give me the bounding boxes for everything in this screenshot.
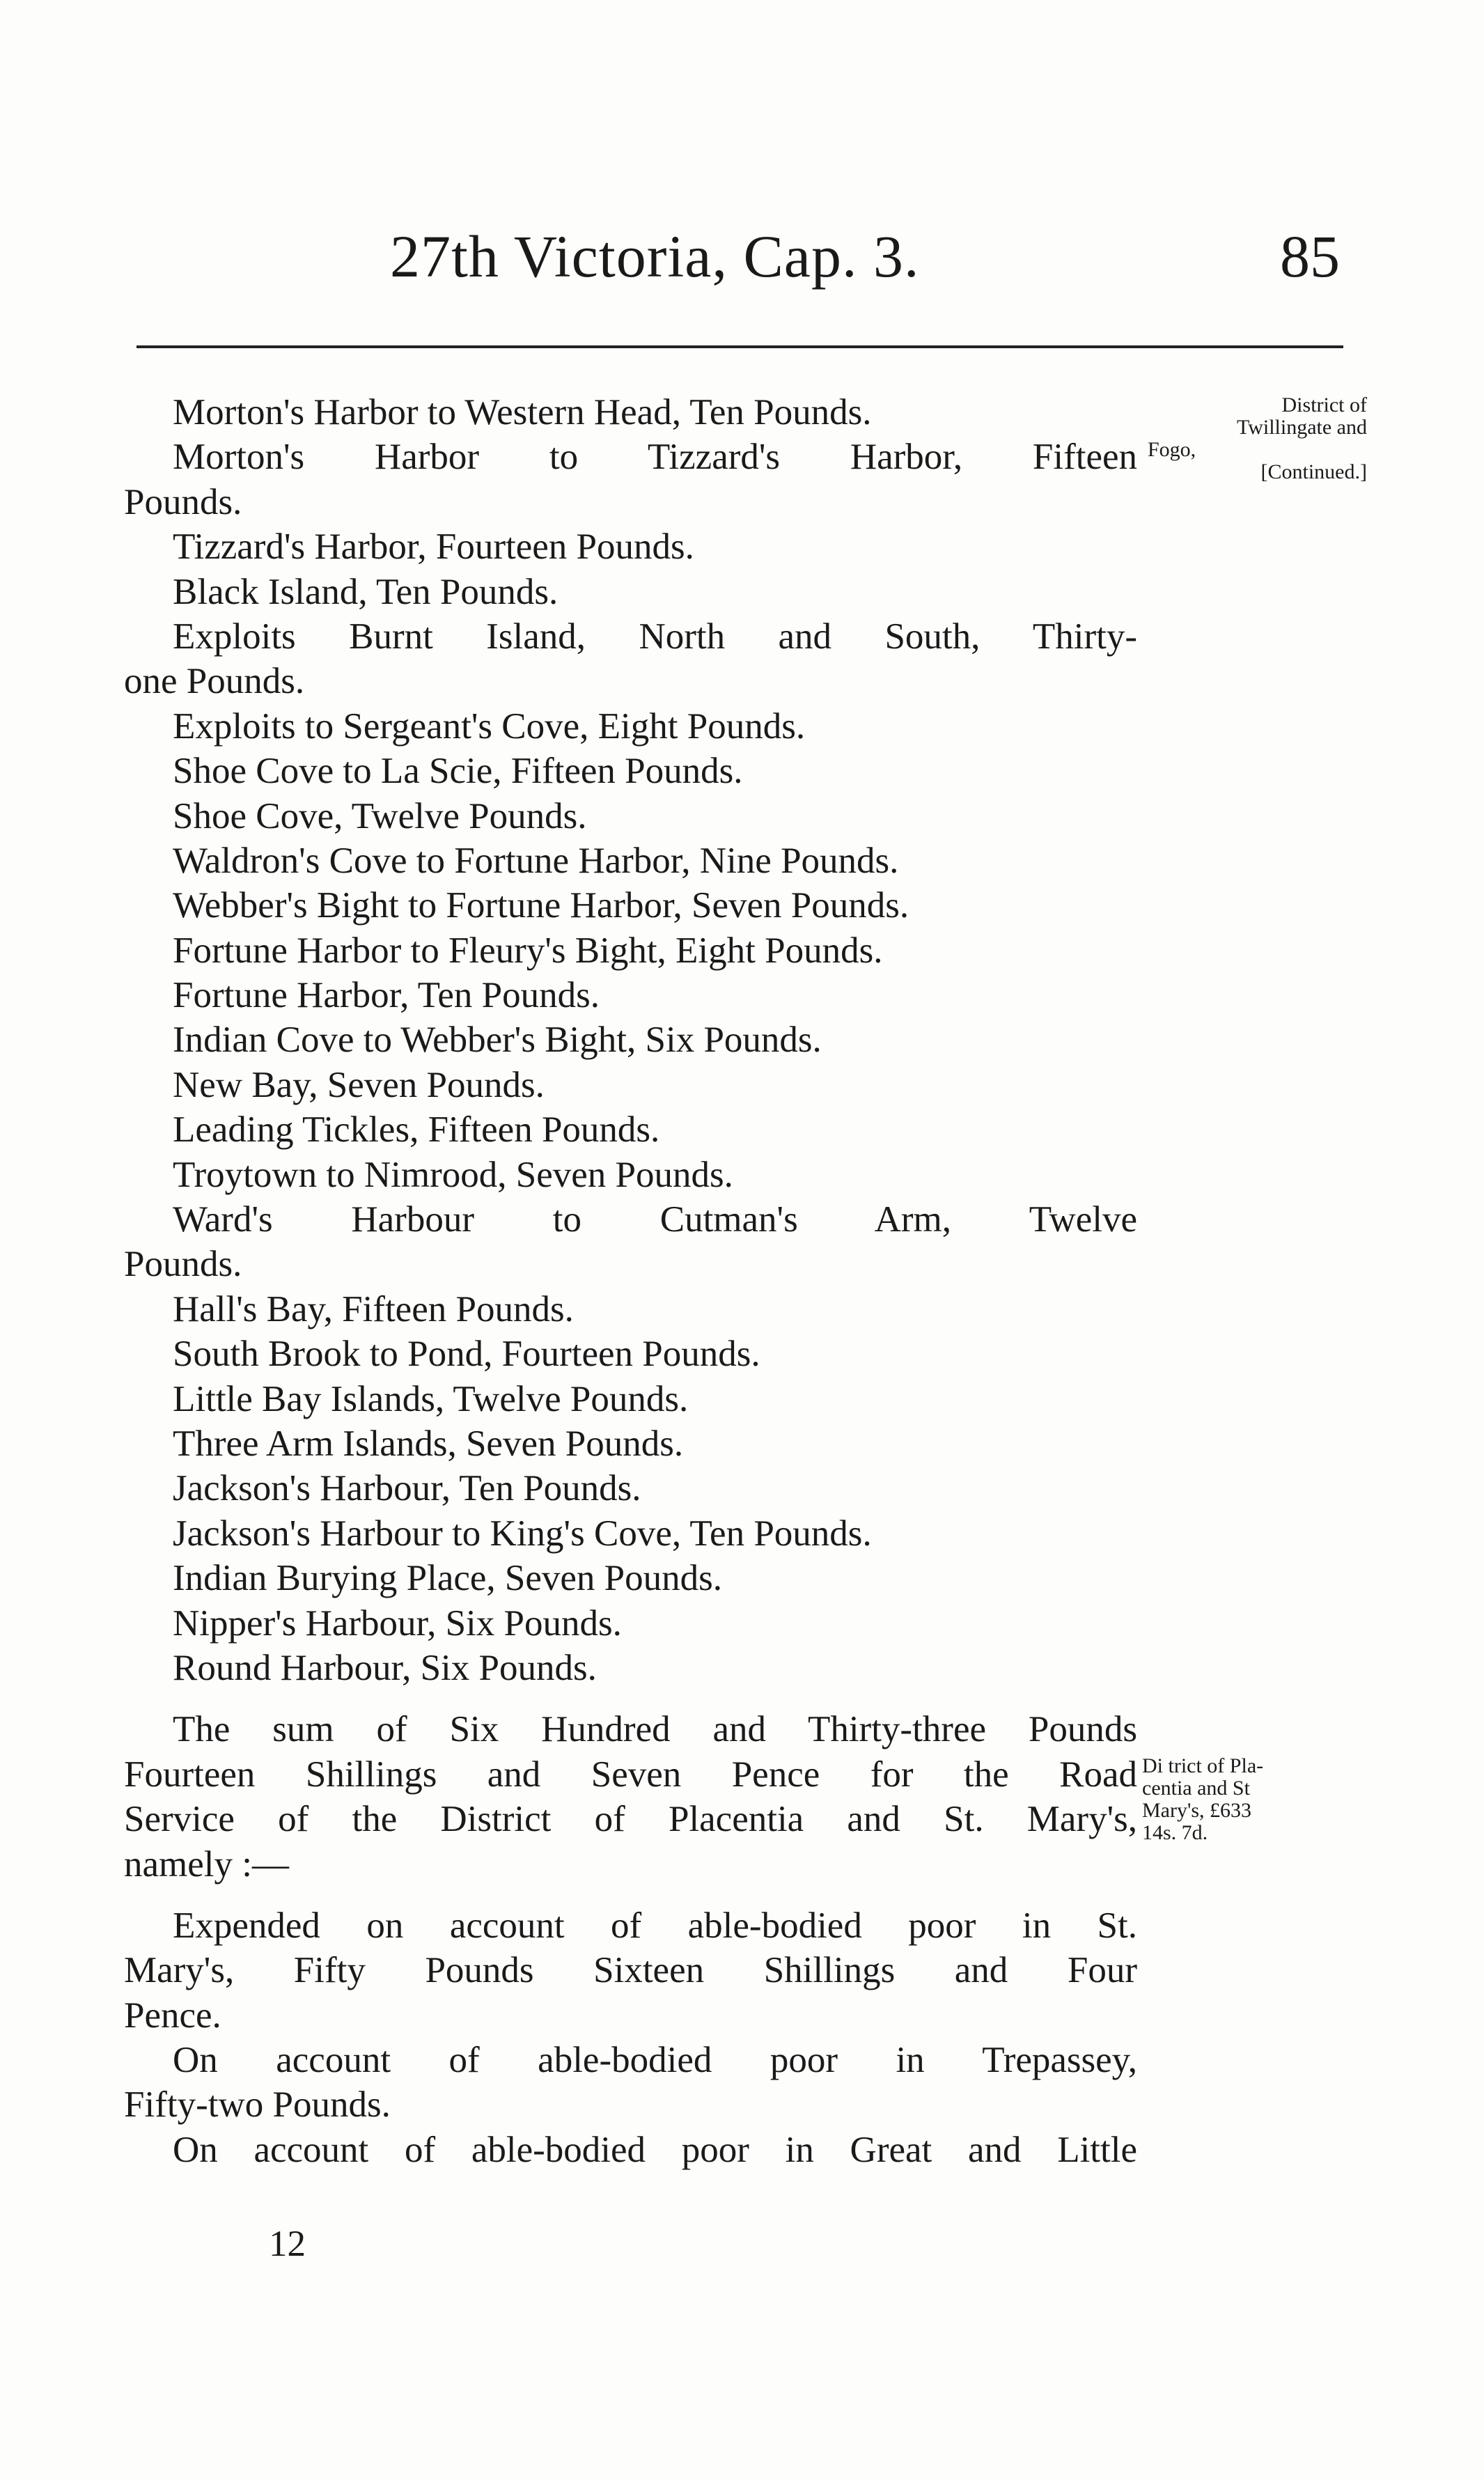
item-line: Fifty-two Pounds. [124,2084,391,2126]
entry-line: Indian Cove to Webber's Bight, Six Pounds. [173,1020,822,1061]
paragraph-gap [124,1887,1137,1903]
paragraph-line: Service of the District of Placentia and St. Mary's, [124,1799,1137,1840]
header-rule [136,345,1343,348]
item-line: Expended on account of able-bodied poor in St. [173,1905,1137,1946]
entry-line: Tizzard's Harbor, Fourteen Pounds. [173,527,694,568]
page-number: 85 [1280,223,1340,290]
item-line: Mary's, Fifty Pounds Sixteen Shillings and Four [124,1950,1137,1991]
entry-line: Pounds. [124,481,242,522]
entry-line: Three Arm Islands, Seven Pounds. [173,1423,684,1464]
entry-line: Indian Burying Place, Seven Pounds. [173,1558,723,1599]
entry-line: Fortune Harbor to Fleury's Bight, Eight Pounds. [173,930,883,971]
item-line: Pence. [124,1995,221,2036]
paragraph-gap [124,1690,1137,1707]
running-title: 27th Victoria, Cap. 3. [390,223,920,290]
entry-line: Pounds. [124,1244,242,1285]
entry-line: Shoe Cove to La Scie, Fifteen Pounds. [173,751,743,792]
entry-line: Waldron's Cove to Fortune Harbor, Nine Pounds. [173,840,899,881]
entry-line: Black Island, Ten Pounds. [173,571,559,612]
entry-line: Troytown to Nimrood, Seven Pounds. [173,1154,733,1195]
paragraph-line: Fourteen Shillings and Seven Pence for the Road [124,1754,1137,1795]
entry-line: New Bay, Seven Pounds. [173,1064,545,1105]
margin-note-line: Di trict of Pla- [1142,1754,1264,1777]
entry-line: South Brook to Pond, Fourteen Pounds. [173,1334,760,1375]
margin-note-line: District of [1281,393,1367,416]
entry-line: Exploits to Sergeant's Cove, Eight Pounds. [173,705,806,747]
margin-note-line: 14s. 7d. [1142,1821,1208,1844]
margin-note-line: Mary's, £633 [1142,1799,1252,1822]
running-head [0,221,1484,305]
entry-line: Fortune Harbor, Ten Pounds. [173,975,600,1016]
entry-line: Jackson's Harbour, Ten Pounds. [173,1468,641,1509]
entry-line: Little Bay Islands, Twelve Pounds. [173,1378,689,1419]
body-text [124,390,1137,2172]
entry-line: Round Harbour, Six Pounds. [173,1647,597,1688]
entry-line: Hall's Bay, Fifteen Pounds. [173,1288,574,1329]
entry-line: Ward's Harbour to Cutman's Arm, Twelve [173,1199,1137,1240]
margin-note-line: centia and St [1142,1777,1250,1800]
paragraph-line: namely :— [124,1843,289,1885]
margin-note-line: [Continued.] [1260,460,1367,483]
entry-line: Jackson's Harbour to King's Cove, Ten Pounds. [173,1513,872,1554]
item-line: On account of able-bodied poor in Trepassey, [173,2040,1137,2081]
entry-line: Exploits Burnt Island, North and South, Thirty- [173,616,1137,657]
margin-note-line: Fogo, [1148,438,1196,461]
entry-line: one Pounds. [124,661,305,702]
entry-line: Leading Tickles, Fifteen Pounds. [173,1109,660,1151]
entry-line [124,390,1137,435]
entry-line: Webber's Bight to Fortune Harbor, Seven Pounds. [173,885,909,926]
entry-text: Morton's Harbor to Western Head, Ten Pounds. [173,392,872,432]
entry-line: Nipper's Harbour, Six Pounds. [173,1602,622,1644]
margin-note-district-placentia [1142,1755,1368,1844]
entry-line: Shoe Cove, Twelve Pounds. [173,795,587,836]
margin-note-district-twillingate [1148,394,1367,483]
entry-line: Morton's Harbor to Tizzard's Harbor, Fifteen [173,437,1137,478]
item-line: On account of able-bodied poor in Great and Little [173,2129,1137,2170]
margin-note-line: Twillingate and [1236,416,1367,439]
paragraph-line: The sum of Six Hundred and Thirty-three Pounds [173,1709,1137,1750]
signature-mark: 12 [269,2224,306,2264]
